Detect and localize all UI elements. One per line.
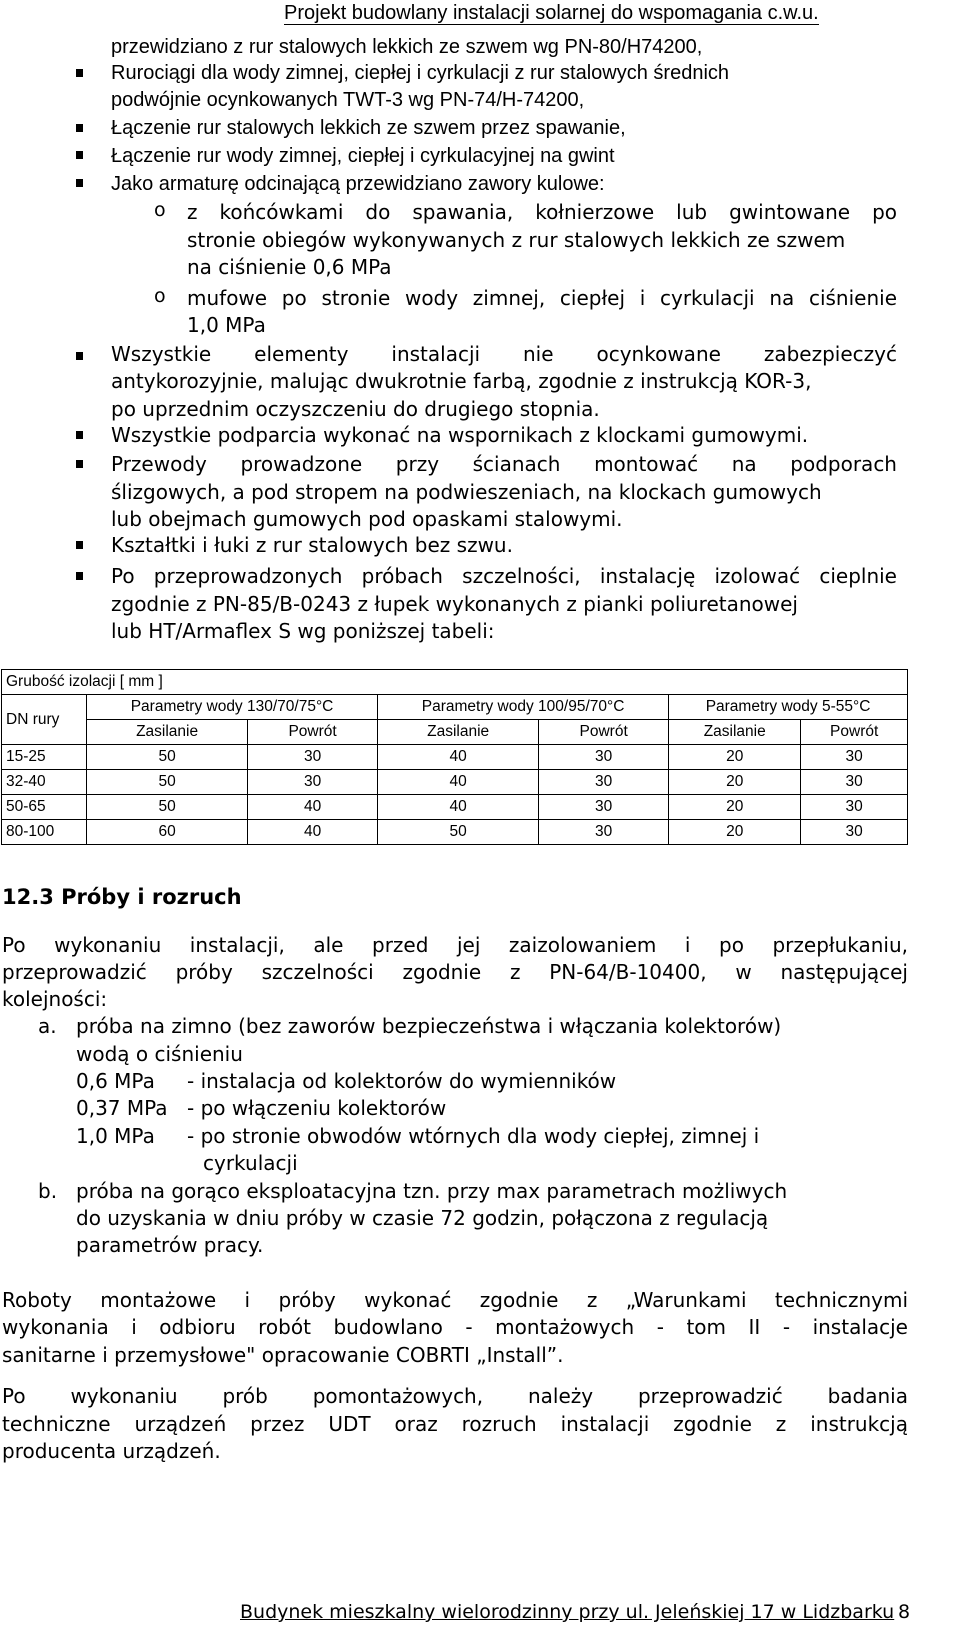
table-cell: 30 (801, 745, 908, 770)
text-line: Jako armaturę odcinającą przewidziano zawory kulowe: (111, 173, 605, 195)
text-line: wykonania i odbioru robót budowlano - montażowych - tom II - instalacje (2, 1315, 908, 1339)
table-cell: 20 (669, 770, 801, 795)
table-cell: 50 (378, 820, 539, 845)
table-cell: 40 (248, 795, 378, 820)
text-line: - po włączeniu kolektorów (187, 1096, 447, 1120)
text-line: podwójnie ocynkowanych TWT-3 wg PN-74/H-74200, (111, 89, 585, 111)
table-cell: 50 (87, 795, 248, 820)
table-cell: 20 (669, 745, 801, 770)
bullet-icon (76, 69, 83, 77)
page-number: 8 (898, 1601, 911, 1623)
table-row (2, 820, 908, 845)
table-cell: 80-100 (2, 820, 87, 845)
text-line: próba na zimno (bez zaworów bezpieczeństwa i włączania kolektorów) (76, 1014, 782, 1038)
column-header-dn: DN rury (2, 695, 87, 745)
text-line: producenta urządzeń. (2, 1439, 221, 1463)
list-marker: a. (38, 1014, 57, 1038)
table-row (2, 795, 908, 820)
table-cell: 40 (378, 795, 539, 820)
pressure-value: 0,6 MPa (76, 1069, 155, 1093)
column-subheader: Zasilanie (87, 720, 248, 745)
table-cell: 30 (539, 745, 669, 770)
table-cell: 30 (539, 795, 669, 820)
table-title: Grubość izolacji [ mm ] (2, 670, 908, 695)
table-row (2, 770, 908, 795)
table-cell: 40 (378, 745, 539, 770)
text-line: lub obejmach gumowych pod opaskami stalowymi. (111, 507, 623, 531)
pressure-value: 0,37 MPa (76, 1096, 168, 1120)
text-line: ślizgowych, a pod stropem na podwieszeniach, na klockach gumowych (111, 480, 822, 504)
table-cell: 60 (87, 820, 248, 845)
text-line: Rurociągi dla wody zimnej, ciepłej i cyrkulacji z rur stalowych średnich (111, 62, 730, 84)
text-line: Przewody prowadzone przy ścianach montować na podporach (111, 452, 897, 476)
section-heading: 12.3 Próby i rozruch (2, 885, 242, 909)
list-marker: b. (38, 1179, 58, 1203)
column-subheader: Zasilanie (669, 720, 801, 745)
text-line: - po stronie obwodów wtórnych dla wody ciepłej, zimnej i (187, 1124, 760, 1148)
table-cell: 30 (801, 795, 908, 820)
text-line: - instalacja od kolektorów do wymienników (187, 1069, 617, 1093)
text-line: wodą o ciśnieniu (76, 1042, 243, 1066)
pressure-value: 1,0 MPa (76, 1124, 155, 1148)
text-line: Kształtki i łuki z rur stalowych bez szwu. (111, 533, 513, 557)
text-line: lub HT/Armaflex S wg poniższej tabeli: (111, 619, 495, 643)
text-line: Roboty montażowe i próby wykonać zgodnie z „Warunkami technicznymi (2, 1288, 908, 1312)
column-subheader: Powrót (539, 720, 669, 745)
bullet-icon (76, 541, 83, 549)
table-cell: 20 (669, 795, 801, 820)
table-cell: 30 (539, 820, 669, 845)
circle-bullet-icon: o (154, 285, 166, 307)
table-cell: 30 (801, 820, 908, 845)
page-header: Projekt budowlany instalacji solarnej do wspomagania c.w.u. (284, 2, 819, 24)
bullet-icon (76, 460, 83, 468)
table-cell: 20 (669, 820, 801, 845)
text-line: na ciśnienie 0,6 MPa (187, 255, 392, 279)
text-line: stronie obiegów wykonywanych z rur stalowych lekkich ze szwem (187, 228, 846, 252)
bullet-icon (76, 352, 83, 360)
text-line: Łączenie rur wody zimnej, ciepłej i cyrkulacyjnej na gwint (111, 145, 615, 167)
text-line: z końcówkami do spawania, kołnierzowe lub gwintowane po (187, 200, 897, 224)
table-cell: 40 (248, 820, 378, 845)
bullet-icon (76, 124, 83, 132)
table-cell: 30 (248, 770, 378, 795)
table-cell: 30 (801, 770, 908, 795)
text-line: sanitarne i przemysłowe" opracowanie COBRTI „Install”. (2, 1343, 564, 1367)
text-line: antykorozyjnie, malując dwukrotnie farbą, zgodnie z instrukcją KOR-3, (111, 369, 812, 393)
text-line: kolejności: (2, 987, 108, 1011)
text-line: zgodnie z PN-85/B-0243 z łupek wykonanych z pianki poliuretanowej (111, 592, 798, 616)
table-cell: 30 (248, 745, 378, 770)
bullet-icon (76, 179, 83, 187)
text-line: parametrów pracy. (76, 1233, 264, 1257)
column-group-header: Parametry wody 130/70/75°C (87, 695, 378, 720)
table-cell: 30 (539, 770, 669, 795)
table-row (2, 745, 908, 770)
text-line: mufowe po stronie wody zimnej, ciepłej i cyrkulacji na ciśnienie (187, 286, 897, 310)
column-subheader: Zasilanie (378, 720, 539, 745)
table-cell: 50-65 (2, 795, 87, 820)
bullet-icon (76, 431, 83, 439)
text-line: do uzyskania w dniu próby w czasie 72 godzin, połączona z regulacją (76, 1206, 769, 1230)
text-line: próba na gorąco eksploatacyjna tzn. przy max parametrach możliwych (76, 1179, 788, 1203)
text-line: techniczne urządzeń przez UDT oraz rozruch instalacji zgodnie z instrukcją (2, 1412, 908, 1436)
text-line: Po wykonaniu prób pomontażowych, należy przeprowadzić badania (2, 1384, 908, 1408)
text-line: cyrkulacji (203, 1151, 298, 1175)
column-group-header: Parametry wody 100/95/70°C (378, 695, 669, 720)
table-cell: 50 (87, 770, 248, 795)
text-line: 1,0 MPa (187, 313, 266, 337)
circle-bullet-icon: o (154, 199, 166, 221)
column-subheader: Powrót (248, 720, 378, 745)
text-line: Po przeprowadzonych próbach szczelności, instalację izolować cieplnie (111, 564, 897, 588)
text-line: przeprowadzić próby szczelności zgodnie z PN-64/B-10400, w następującej (2, 960, 908, 984)
text-line: po uprzednim oczyszczeniu do drugiego stopnia. (111, 397, 600, 421)
table-cell: 40 (378, 770, 539, 795)
table-cell: 32-40 (2, 770, 87, 795)
text-line: Łączenie rur stalowych lekkich ze szwem przez spawanie, (111, 117, 626, 139)
column-group-header: Parametry wody 5-55°C (669, 695, 908, 720)
text-line: Wszystkie elementy instalacji nie ocynkowane zabezpieczyć (111, 342, 897, 366)
bullet-icon (76, 151, 83, 159)
text-line: Po wykonaniu instalacji, ale przed jej zaizolowaniem i po przepłukaniu, (2, 933, 908, 957)
table-cell: 15-25 (2, 745, 87, 770)
column-subheader: Powrót (801, 720, 908, 745)
bullet-icon (76, 572, 83, 580)
text-line: Wszystkie podparcia wykonać na wspornikach z klockami gumowymi. (111, 423, 809, 447)
text-line: przewidziano z rur stalowych lekkich ze szwem wg PN-80/H74200, (111, 36, 703, 58)
insulation-table (1, 669, 908, 845)
page-footer: Budynek mieszkalny wielorodzinny przy ul. Jeleńskiej 17 w Lidzbarku (240, 1601, 895, 1623)
table-cell: 50 (87, 745, 248, 770)
